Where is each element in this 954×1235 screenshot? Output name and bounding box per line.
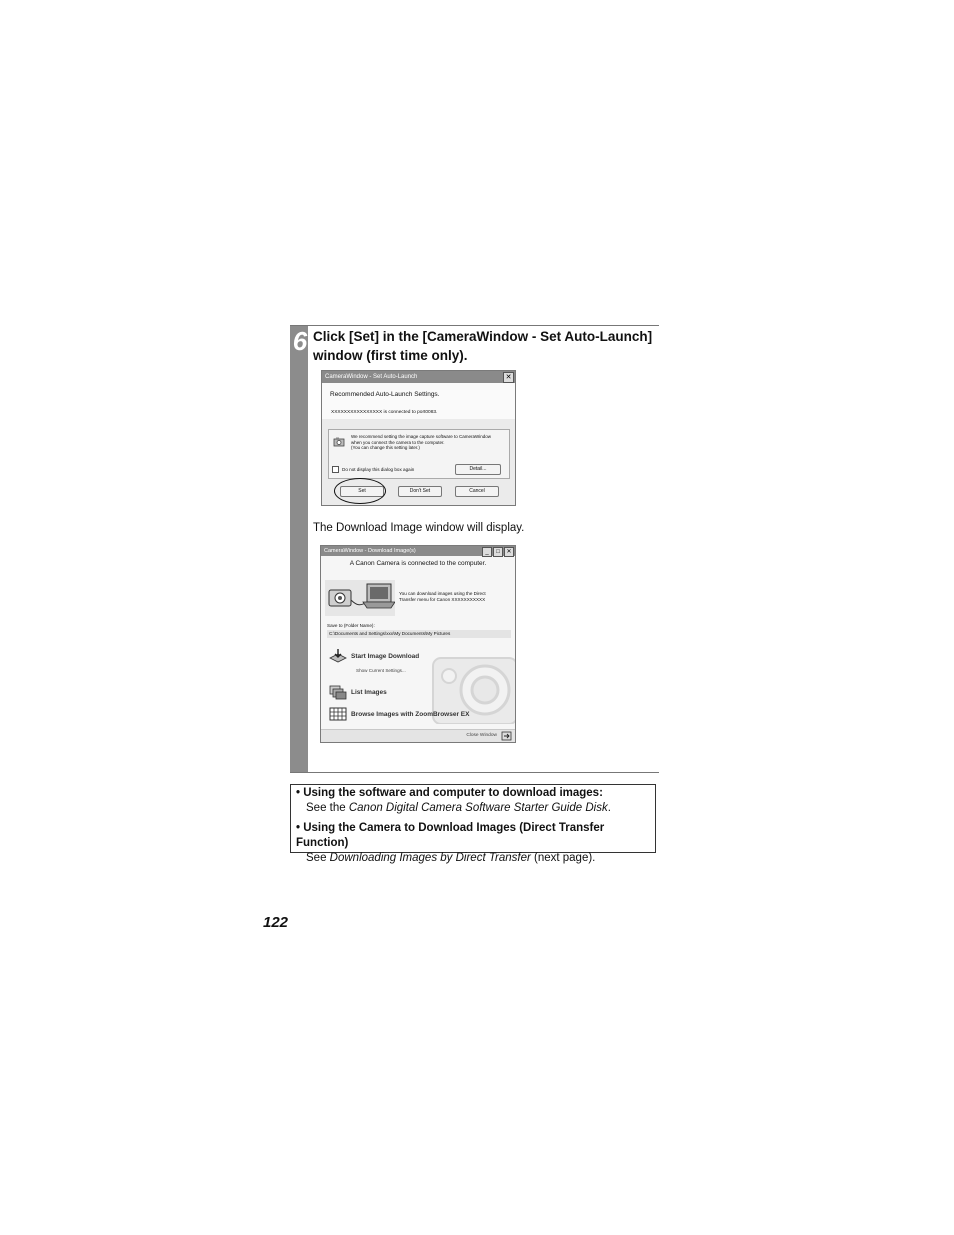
close-window-icon[interactable]: [501, 731, 512, 741]
note-italic-reference: Downloading Images by Direct Transfer: [329, 852, 531, 864]
page-number: 122: [263, 914, 289, 931]
set-button[interactable]: Set: [340, 486, 384, 497]
download-icon: [329, 648, 347, 664]
show-current-settings-link[interactable]: Show Current Settings...: [356, 668, 406, 673]
note-item: [296, 786, 611, 816]
do-not-display-checkbox-row[interactable]: [332, 466, 414, 473]
camera-computer-illustration-icon: [325, 576, 395, 616]
browse-zoombrowser-label: Browse Images with ZoomBrowser EX: [351, 710, 470, 718]
minimize-icon[interactable]: _: [482, 547, 492, 557]
start-image-download-label: Start Image Download: [351, 652, 420, 660]
save-folder-path: C:\Documents and Settings\xxx\My Documents\My Pictures: [327, 630, 511, 638]
note-reference: [296, 801, 611, 816]
step-sidebar: [290, 326, 308, 772]
camera-window-icon: [333, 436, 345, 448]
do-not-display-checkbox[interactable]: [332, 466, 339, 473]
step-title: Click [Set] in the [CameraWindow - Set Auto-Launch] window (first time only).: [313, 329, 653, 363]
window-buttons: [482, 547, 514, 557]
note-heading: Using the software and computer to download images:: [303, 787, 603, 799]
dont-set-button[interactable]: Don't Set: [398, 486, 442, 497]
set-button-highlight-ellipse: [334, 478, 386, 504]
maximize-icon[interactable]: □: [493, 547, 503, 557]
note-reference: [296, 851, 655, 866]
connected-message: A Canon Camera is connected to the computer.: [349, 560, 487, 567]
connected-text: XXXXXXXXXXXXXXXX is connected to port0083.: [331, 410, 438, 415]
note-item: [296, 821, 655, 866]
recommendation-group: [328, 429, 510, 479]
list-images-icon: [329, 684, 347, 700]
note-box: [290, 784, 656, 864]
detail-button[interactable]: Detail...: [455, 464, 501, 475]
info-line: Transfer menu for Canon XXXXXXXXXXX: [399, 596, 486, 602]
note-prefix: See the: [306, 802, 349, 814]
dialog-heading-panel: [322, 383, 515, 419]
dialog-heading: Recommended Auto-Launch Settings.: [330, 391, 440, 398]
note-italic-reference: Canon Digital Camera Software Starter Guide Disk: [348, 802, 608, 814]
dialog-title: CameraWindow - Set Auto-Launch: [325, 374, 418, 380]
info-line: You can download images using the Direct: [399, 591, 486, 596]
save-to-label: Save to (Folder Name):: [327, 623, 375, 628]
close-icon[interactable]: ✕: [503, 372, 514, 383]
step-caption: The Download Image window will display.: [313, 522, 525, 534]
zoombrowser-grid-icon: [329, 706, 347, 722]
checkbox-label: Do not display this dialog box again: [342, 467, 415, 472]
window-titlebar: [321, 546, 515, 556]
recommendation-message: [351, 434, 506, 451]
note-prefix: See: [306, 852, 330, 864]
dialog-titlebar: [322, 371, 515, 383]
message-line: (You can change this setting later.): [351, 445, 420, 451]
message-line: We recommend setting the image capture software to CameraWindow: [351, 434, 491, 439]
window-title: CameraWindow - Download Image(s): [324, 548, 416, 554]
set-auto-launch-dialog: [321, 370, 516, 506]
bottom-rule: [290, 772, 659, 773]
window-footer: [321, 729, 515, 742]
message-line: when you connect the camera to the computer.: [351, 439, 445, 445]
browse-zoombrowser-action[interactable]: [329, 706, 469, 722]
note-suffix: (next page).: [530, 852, 596, 864]
direct-transfer-info: [399, 591, 511, 602]
close-icon[interactable]: ✕: [504, 547, 514, 557]
download-images-window: [320, 545, 516, 743]
note-heading: Using the Camera to Download Images (Direct Transfer Function): [296, 822, 605, 849]
note-suffix: .: [607, 802, 611, 814]
cancel-button[interactable]: Cancel: [455, 486, 499, 497]
step-number: 6: [292, 326, 308, 356]
close-window-label[interactable]: Close Window: [466, 733, 497, 738]
list-images-label: List Images: [351, 688, 387, 696]
bullet: •: [296, 787, 301, 799]
top-rule: [290, 325, 659, 326]
bullet: •: [296, 822, 301, 834]
list-images-action[interactable]: [329, 684, 387, 700]
start-image-download-action[interactable]: [329, 648, 419, 664]
